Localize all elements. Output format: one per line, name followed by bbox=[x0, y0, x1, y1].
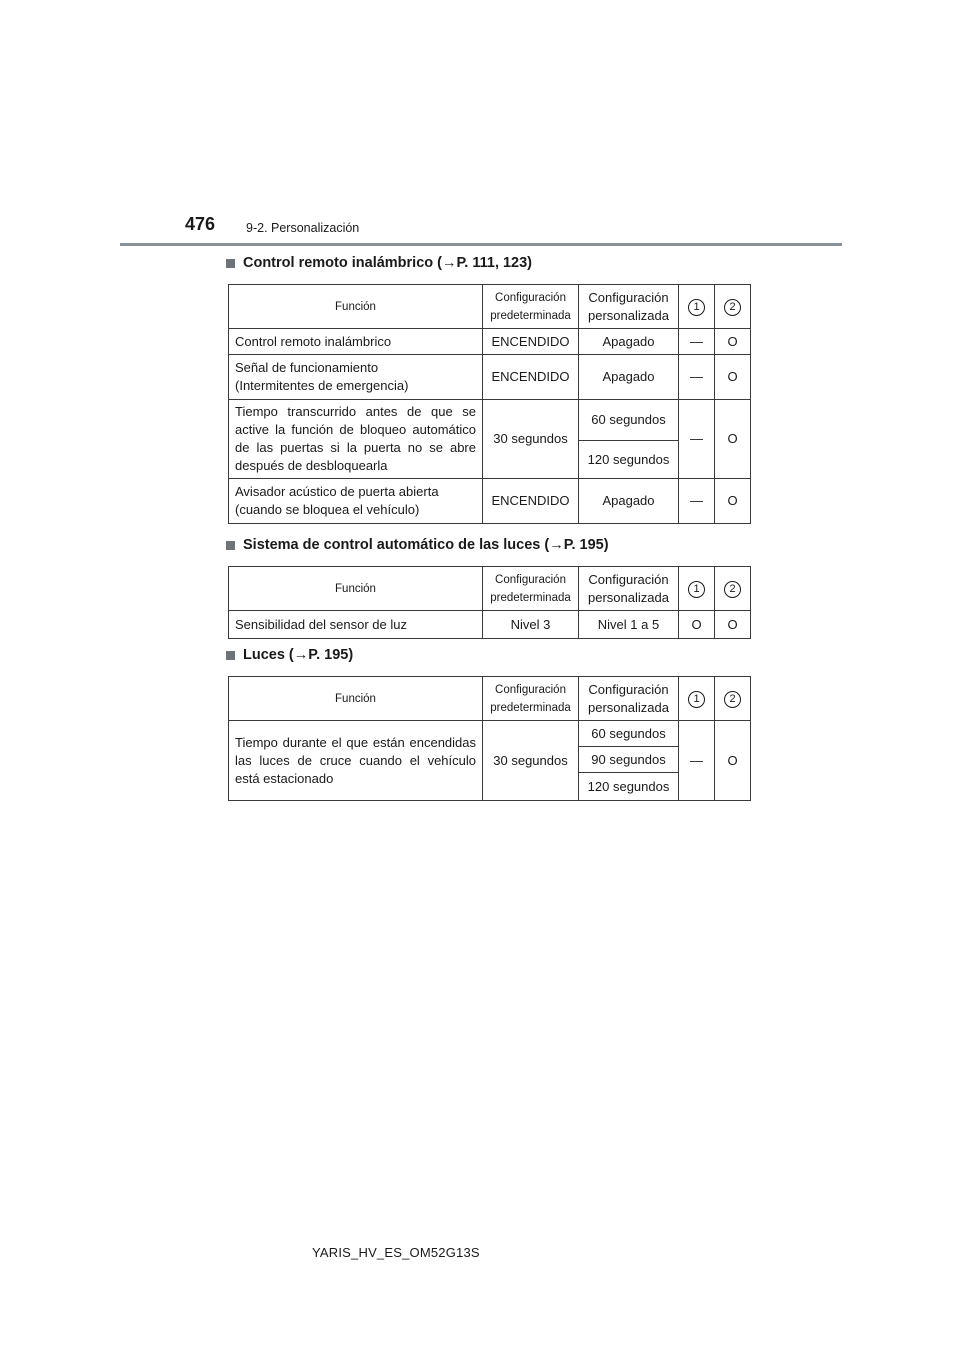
cell-default: 30 segundos bbox=[483, 400, 579, 479]
cell-custom: Apagado bbox=[579, 355, 679, 400]
header-default: Configuración predeterminada bbox=[483, 285, 579, 329]
section-heading-text: Sistema de control automático de las luces (→P. 195) bbox=[243, 537, 609, 553]
cell-col-2: O bbox=[715, 355, 751, 400]
header-col-2 bbox=[715, 677, 751, 721]
header-function: Función bbox=[229, 285, 483, 329]
cell-default: ENCENDIDO bbox=[483, 479, 579, 524]
header-col-1 bbox=[679, 285, 715, 329]
header-function: Función bbox=[229, 567, 483, 611]
cell-col-2: O bbox=[715, 721, 751, 801]
circled-number-2-icon: 2 bbox=[724, 299, 741, 316]
circled-number-1-icon: 1 bbox=[688, 299, 705, 316]
square-bullet-icon bbox=[226, 541, 235, 550]
section-heading-text: Luces (→P. 195) bbox=[243, 647, 354, 663]
cell-function: Señal de funcionamiento (Intermitentes de emergencia) bbox=[229, 355, 483, 400]
cell-custom: Nivel 1 a 5 bbox=[579, 611, 679, 639]
cell-custom-option: 60 segundos bbox=[579, 400, 679, 441]
cell-default: Nivel 3 bbox=[483, 611, 579, 639]
table-row bbox=[229, 479, 751, 524]
section-heading-lights bbox=[226, 647, 353, 663]
header-custom: Configuración personalizada bbox=[579, 677, 679, 721]
cell-custom: Apagado bbox=[579, 479, 679, 524]
cell-col-1: — bbox=[679, 721, 715, 801]
cell-custom: Apagado bbox=[579, 329, 679, 355]
page-number: 476 bbox=[185, 214, 216, 234]
table-row bbox=[229, 721, 751, 747]
table-row bbox=[229, 611, 751, 639]
table-auto-lights bbox=[228, 566, 751, 639]
cell-custom-option: 120 segundos bbox=[579, 773, 679, 801]
cell-default: ENCENDIDO bbox=[483, 355, 579, 400]
cell-custom-option: 60 segundos bbox=[579, 721, 679, 747]
section-title: 9-2. Personalización bbox=[246, 221, 360, 235]
square-bullet-icon bbox=[226, 651, 235, 660]
table-header-row bbox=[229, 567, 751, 611]
cell-custom-option: 120 segundos bbox=[579, 441, 679, 479]
cell-col-1: — bbox=[679, 329, 715, 355]
cell-col-1: — bbox=[679, 400, 715, 479]
table-row bbox=[229, 355, 751, 400]
cell-default: 30 segundos bbox=[483, 721, 579, 801]
cell-col-2: O bbox=[715, 479, 751, 524]
header-custom: Configuración personalizada bbox=[579, 567, 679, 611]
header-divider bbox=[120, 243, 842, 246]
square-bullet-icon bbox=[226, 259, 235, 268]
cell-function: Control remoto inalámbrico bbox=[229, 329, 483, 355]
footer-manual-code: YARIS_HV_ES_OM52G13S bbox=[312, 1245, 480, 1260]
table-header-row bbox=[229, 285, 751, 329]
circled-number-1-icon: 1 bbox=[688, 691, 705, 708]
header-default: Configuración predeterminada bbox=[483, 567, 579, 611]
table-row bbox=[229, 400, 751, 441]
header-default: Configuración predeterminada bbox=[483, 677, 579, 721]
circled-number-2-icon: 2 bbox=[724, 691, 741, 708]
table-wireless-remote bbox=[228, 284, 751, 524]
header-function: Función bbox=[229, 677, 483, 721]
header-custom: Configuración personalizada bbox=[579, 285, 679, 329]
cell-col-1: — bbox=[679, 355, 715, 400]
cell-col-2: O bbox=[715, 611, 751, 639]
cell-function: Tiempo transcurrido antes de que se active la función de bloqueo automático de las puertas si la puerta no se abre después de desbloquearla bbox=[229, 400, 483, 479]
cell-function: Avisador acústico de puerta abierta (cuando se bloquea el vehículo) bbox=[229, 479, 483, 524]
cell-function: Tiempo durante el que están encendidas las luces de cruce cuando el vehículo está estacionado bbox=[229, 721, 483, 801]
header-col-1 bbox=[679, 567, 715, 611]
cell-col-1: — bbox=[679, 479, 715, 524]
header-col-2 bbox=[715, 567, 751, 611]
section-heading-text: Control remoto inalámbrico (→P. 111, 123) bbox=[243, 255, 533, 271]
section-heading-wireless-remote bbox=[226, 255, 532, 271]
circled-number-2-icon: 2 bbox=[724, 581, 741, 598]
cell-default: ENCENDIDO bbox=[483, 329, 579, 355]
table-header-row bbox=[229, 677, 751, 721]
cell-function: Sensibilidad del sensor de luz bbox=[229, 611, 483, 639]
section-heading-auto-lights bbox=[226, 537, 609, 553]
header-col-2 bbox=[715, 285, 751, 329]
table-row bbox=[229, 329, 751, 355]
cell-col-2: O bbox=[715, 329, 751, 355]
cell-col-2: O bbox=[715, 400, 751, 479]
table-lights bbox=[228, 676, 751, 801]
circled-number-1-icon: 1 bbox=[688, 581, 705, 598]
cell-col-1: O bbox=[679, 611, 715, 639]
cell-custom-option: 90 segundos bbox=[579, 747, 679, 773]
header-col-1 bbox=[679, 677, 715, 721]
